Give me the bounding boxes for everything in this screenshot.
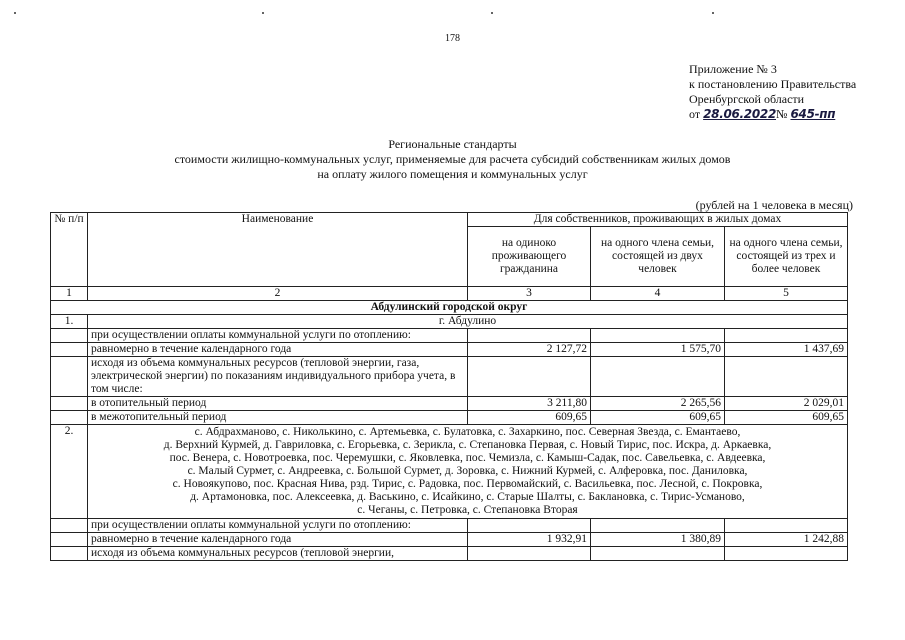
value-cell bbox=[591, 329, 725, 343]
table-row bbox=[51, 411, 848, 425]
village-line: пос. Венера, с. Новотроевка, пос. Черемушки, с. Яковлевка, пос. Чемизла, с. Камыш-Садак, пос. Савельевка, с. Авдеевка, bbox=[169, 452, 766, 464]
row-label: равномерно в течение календарного года bbox=[88, 533, 468, 547]
table-row bbox=[51, 343, 848, 357]
value-cell bbox=[468, 329, 591, 343]
value-cell: 1 437,69 bbox=[725, 343, 848, 357]
header-col4: на одного члена семьи, состоящей из двух человек bbox=[591, 227, 725, 287]
appendix-block bbox=[689, 62, 856, 122]
district-name: Абдулинский городской округ bbox=[51, 301, 848, 315]
village-line: д. Верхний Курмей, д. Гавриловка, с. Егорьевка, с. Зерикла, с. Степановка Первая, с. Новый Тирис, пос. Искра, д. Аркаевка, bbox=[163, 439, 772, 451]
scan-dot bbox=[712, 12, 714, 14]
value-cell: 3 211,80 bbox=[468, 397, 591, 411]
row-label: в отопительный период bbox=[88, 397, 468, 411]
appendix-date-line bbox=[689, 107, 856, 122]
index-row bbox=[51, 287, 848, 301]
district-row bbox=[51, 301, 848, 315]
value-cell: 2 265,56 bbox=[591, 397, 725, 411]
scan-dot bbox=[14, 12, 16, 14]
number-prefix: № bbox=[776, 107, 788, 121]
index-cell: 2 bbox=[88, 287, 468, 301]
header-col5: на одного члена семьи, состоящей из трех и более человек bbox=[725, 227, 848, 287]
village-line: с. Абдрахманово, с. Николькино, с. Артемьевка, с. Булатовка, с. Захаркино, пос. Северная Звезда, с. Емантаево, bbox=[194, 426, 741, 438]
village-list bbox=[88, 425, 848, 519]
table-row bbox=[51, 357, 848, 397]
handwritten-number: 645-пп bbox=[790, 107, 836, 121]
table-row bbox=[51, 397, 848, 411]
value-cell bbox=[591, 519, 725, 533]
value-cell bbox=[468, 547, 591, 561]
value-cell bbox=[725, 547, 848, 561]
header-name: Наименование bbox=[88, 213, 468, 287]
row-label: исходя из объема коммунальных ресурсов (тепловой энергии, bbox=[88, 547, 468, 561]
value-cell: 2 127,72 bbox=[468, 343, 591, 357]
appendix-line: к постановлению Правительства bbox=[689, 77, 857, 91]
title-line: стоимости жилищно-коммунальных услуг, применяемые для расчета субсидий собственникам жилых домов bbox=[174, 152, 731, 166]
header-row bbox=[51, 213, 848, 227]
table-row bbox=[51, 329, 848, 343]
appendix-line: Приложение № 3 bbox=[689, 62, 777, 76]
table-row bbox=[51, 533, 848, 547]
value-cell bbox=[468, 519, 591, 533]
value-cell: 2 029,01 bbox=[725, 397, 848, 411]
place-row bbox=[51, 425, 848, 519]
title-line: Региональные стандарты bbox=[388, 137, 517, 151]
value-cell: 1 242,88 bbox=[725, 533, 848, 547]
index-cell: 1 bbox=[51, 287, 88, 301]
page-number: 178 bbox=[445, 33, 460, 44]
units-note: (рублей на 1 человека в месяц) bbox=[695, 198, 853, 212]
value-cell bbox=[725, 329, 848, 343]
row-label: при осуществлении оплаты коммунальной услуги по отоплению: bbox=[88, 329, 468, 343]
handwritten-date: 28.06.2022 bbox=[703, 107, 777, 121]
value-cell bbox=[591, 357, 725, 397]
title-line: на оплату жилого помещения и коммунальных услуг bbox=[317, 167, 588, 181]
index-cell: 5 bbox=[725, 287, 848, 301]
index-cell: 4 bbox=[591, 287, 725, 301]
village-line: д. Артамоновка, пос. Алексеевка, д. Васькино, с. Исайкино, с. Старые Шалты, с. Баклановка, с. Тирис-Усманово, bbox=[190, 491, 745, 503]
scan-dot bbox=[262, 12, 264, 14]
value-cell: 609,65 bbox=[591, 411, 725, 425]
value-cell: 609,65 bbox=[468, 411, 591, 425]
index-cell: 3 bbox=[468, 287, 591, 301]
village-line: с. Новоякупово, пос. Красная Нива, рзд. Тирис, с. Радовка, пос. Первомайский, с. Васильевка, пос. Лесной, с. Покровка, bbox=[172, 478, 763, 490]
value-cell: 1 932,91 bbox=[468, 533, 591, 547]
table-row bbox=[51, 547, 848, 561]
village-line: с. Чеганы, с. Петровка, с. Степановка Вторая bbox=[357, 504, 578, 516]
row-label: в межотопительный период bbox=[88, 411, 468, 425]
value-cell bbox=[468, 357, 591, 397]
date-prefix: от bbox=[689, 107, 701, 121]
header-col3: на одиноко проживающего гражданина bbox=[468, 227, 591, 287]
row-label: исходя из объема коммунальных ресурсов (тепловой энергии, газа, электрической энергии) по показаниям индивидуального прибора учета, в том числе: bbox=[88, 357, 468, 397]
value-cell: 1 575,70 bbox=[591, 343, 725, 357]
value-cell bbox=[591, 547, 725, 561]
value-cell bbox=[725, 519, 848, 533]
place-row bbox=[51, 315, 848, 329]
standards-table bbox=[50, 212, 848, 561]
appendix-line: Оренбургской области bbox=[689, 92, 805, 106]
table-row bbox=[51, 519, 848, 533]
scan-dot bbox=[491, 12, 493, 14]
document-title bbox=[0, 137, 905, 182]
row-number: 2. bbox=[51, 425, 88, 519]
village-line: с. Малый Сурмет, с. Андреевка, с. Большой Сурмет, д. Зоровка, с. Нижний Курмей, с. Алферовка, пос. Даниловка, bbox=[187, 465, 748, 477]
row-number: 1. bbox=[51, 315, 88, 329]
header-num: № п/п bbox=[51, 213, 88, 287]
row-label: равномерно в течение календарного года bbox=[88, 343, 468, 357]
value-cell: 609,65 bbox=[725, 411, 848, 425]
header-group: Для собственников, проживающих в жилых домах bbox=[468, 213, 848, 227]
row-label: при осуществлении оплаты коммунальной услуги по отоплению: bbox=[88, 519, 468, 533]
value-cell bbox=[725, 357, 848, 397]
value-cell: 1 380,89 bbox=[591, 533, 725, 547]
place-name: г. Абдулино bbox=[88, 315, 848, 329]
